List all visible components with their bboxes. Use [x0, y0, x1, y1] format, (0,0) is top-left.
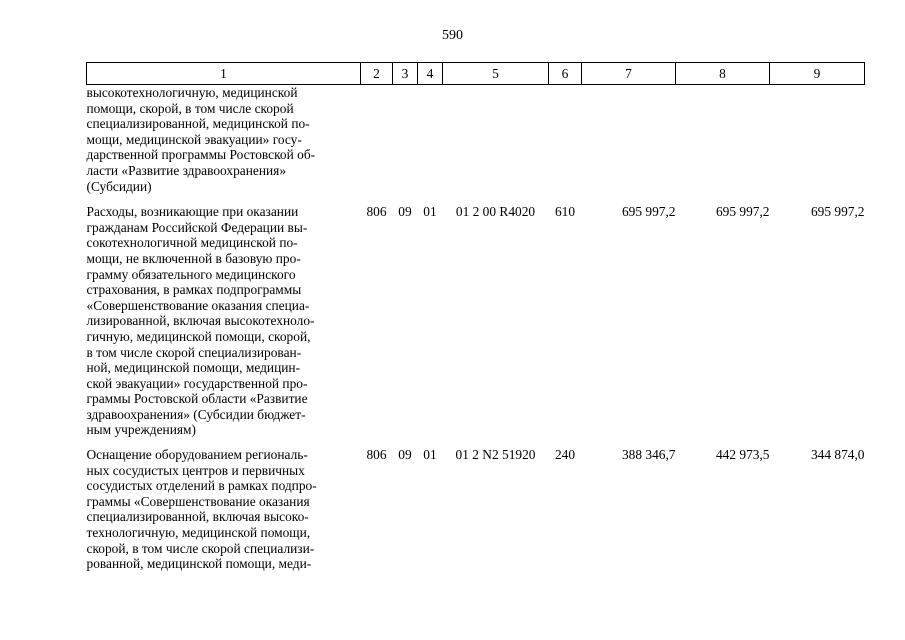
cell-expense-type: 610 — [554, 204, 576, 220]
column-header-5: 5 — [443, 63, 549, 85]
cell-section: 09 — [398, 204, 412, 220]
description-line: помощи, скорой, в том числе скорой — [86, 100, 294, 116]
cell-amount-year-2 — [676, 85, 770, 201]
column-header-4: 4 — [418, 63, 443, 85]
cell-amount-year-3 — [770, 85, 865, 201]
cell-subsection: 01 — [423, 447, 437, 463]
table-row — [87, 200, 865, 443]
description-line: специализированной, включая высоко- — [86, 509, 309, 525]
description-line: страхования, в рамках подпрограммы — [86, 282, 302, 298]
column-header-8: 8 — [676, 63, 770, 85]
description-line: «Совершенствование оказания специа- — [86, 297, 310, 313]
cell-amount-year-1: 695 997,2 — [621, 204, 676, 220]
cell-amount-year-1 — [582, 85, 676, 201]
description-line: в том числе скорой специализирован- — [86, 344, 302, 360]
column-header-2: 2 — [361, 63, 393, 85]
cell-amount-year-3: 344 874,0 — [810, 447, 865, 463]
description-line: (Субсидии) — [86, 178, 152, 194]
cell-amount-year-1: 388 346,7 — [621, 447, 676, 463]
description-line: ласти «Развитие здравоохранения» — [86, 162, 287, 178]
description-line: гражданам Российской Федерации вы- — [86, 219, 308, 235]
description-line: ной, медицинской помощи, медицин- — [86, 360, 301, 376]
row-description — [87, 200, 361, 443]
description-line: ных сосудистых центров и первичных — [86, 462, 305, 478]
cell-section — [393, 85, 418, 201]
cell-subsection — [418, 85, 443, 201]
row-description — [87, 443, 361, 572]
description-line: мощи, медицинской эвакуации» госу- — [86, 131, 302, 147]
page-number: 590 — [442, 28, 463, 43]
cell-target-article: 01 2 N2 51920 — [455, 447, 536, 463]
description-line: здравоохранения» (Субсидии бюджет- — [86, 406, 306, 422]
budget-table — [86, 62, 865, 572]
column-header-1: 1 — [87, 63, 361, 85]
description-line: грамму обязательного медицинского — [86, 266, 296, 282]
description-line: сосудистых отделений в рамках подпро- — [86, 478, 317, 494]
description-line: скорой, в том числе скорой специализи- — [86, 540, 315, 556]
cell-expense-type: 240 — [554, 447, 576, 463]
description-line: высокотехнологичную, медицинской — [86, 85, 298, 100]
cell-ministry-code: 806 — [366, 447, 387, 463]
description-line: сокотехнологичной медицинской по- — [86, 235, 298, 251]
description-line: лизированной, включая высокотехноло- — [86, 313, 315, 329]
row-description — [87, 85, 361, 201]
cell-amount-year-3: 695 997,2 — [810, 204, 865, 220]
description-line: ным учреждениям) — [86, 422, 196, 438]
column-header-7: 7 — [582, 63, 676, 85]
cell-target-article — [443, 85, 549, 201]
description-line: специализированной, медицинской по- — [86, 116, 310, 132]
cell-target-article: 01 2 00 R4020 — [455, 204, 536, 220]
cell-expense-type — [549, 85, 582, 201]
table-row — [87, 443, 865, 572]
cell-amount-year-2: 442 973,5 — [715, 447, 770, 463]
cell-ministry-code — [361, 85, 393, 201]
description-line: граммы «Совершенствование оказания — [86, 493, 310, 509]
cell-subsection: 01 — [423, 204, 437, 220]
cell-ministry-code: 806 — [366, 204, 387, 220]
description-line: рованной, медицинской помощи, меди- — [86, 556, 312, 572]
column-header-3: 3 — [393, 63, 418, 85]
description-line: гичную, медицинской помощи, скорой, — [86, 328, 311, 344]
column-header-9: 9 — [770, 63, 865, 85]
description-line: Оснащение оборудованием региональ- — [86, 447, 308, 463]
description-line: мощи, не включенной в базовую про- — [86, 250, 301, 266]
cell-section: 09 — [398, 447, 412, 463]
description-line: технологичную, медицинской помощи, — [86, 525, 311, 541]
description-line: дарственной программы Ростовской об- — [86, 147, 316, 163]
cell-amount-year-2: 695 997,2 — [715, 204, 770, 220]
column-header-6: 6 — [549, 63, 582, 85]
description-line: Расходы, возникающие при оказании — [86, 204, 299, 220]
description-line: граммы Ростовской области «Развитие — [86, 391, 308, 407]
description-line: ской эвакуации» государственной про- — [86, 375, 308, 391]
table-header-row — [87, 63, 865, 85]
table-row — [87, 85, 865, 201]
